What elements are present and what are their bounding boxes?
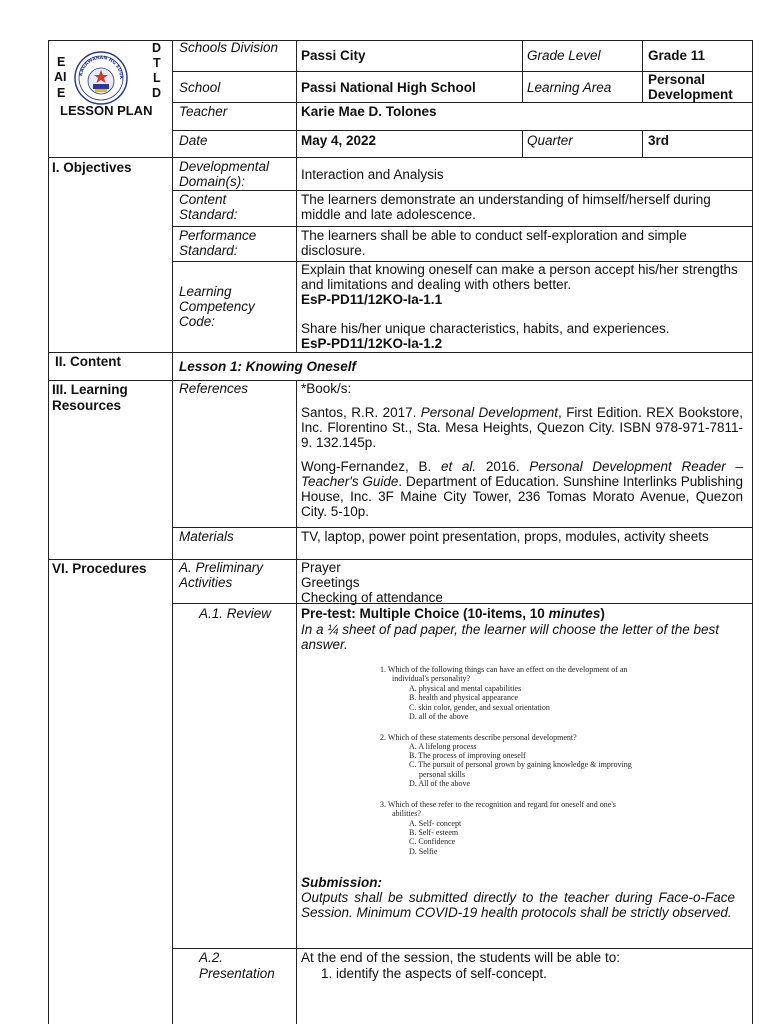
- question-2-choice-a: A. A lifelong process: [409, 742, 477, 751]
- schools-division-value: Passi City: [301, 48, 366, 63]
- learning-area-value: Personal Development: [648, 72, 733, 102]
- reference-1: [301, 405, 743, 450]
- deped-seal-logo: [74, 51, 128, 105]
- header-letter-e1: E: [57, 55, 66, 69]
- competency-1-code: EsP-PD11/12KO-Ia-1.1: [301, 292, 443, 307]
- question-1-choice-c: C. skin color, gender, and sexual orientation: [409, 703, 550, 712]
- materials-label: Materials: [179, 529, 234, 544]
- domain-label: Developmental Domain(s):: [179, 159, 270, 189]
- pretest-minutes: minutes: [548, 606, 601, 621]
- reference-2-pre: Wong-Fernandez, B.: [301, 459, 441, 474]
- school-label: School: [179, 80, 221, 95]
- books-label: *Book/s:: [301, 381, 352, 396]
- pretest-close: ): [600, 606, 605, 621]
- objectives-heading: I. Objectives: [52, 160, 132, 175]
- performance-standard-value: The learners shall be able to conduct self-exploration and simple disclosure.: [301, 228, 687, 258]
- question-1-choice-d: D. all of the above: [409, 712, 469, 721]
- question-3-line-1: 3. Which of these refer to the recognition and regard for oneself and one's: [380, 800, 616, 809]
- presentation-intro: At the end of the session, the students will be able to:: [301, 950, 620, 965]
- teacher-value: Karie Mae D. Tolones: [301, 104, 437, 119]
- reference-2-post: . Department of Education. Sunshine Interlinks Publishing House, Inc. 3F Maine City Tower, 236 Tomas Morato Avenue, Quezon City. 5-10p.: [301, 474, 744, 519]
- grade-level-label: Grade Level: [527, 48, 601, 63]
- quarter-value: 3rd: [648, 133, 670, 148]
- reference-2-etal: et al.: [440, 459, 477, 474]
- reference-1-title: Personal Development: [420, 405, 559, 420]
- header-letter-d1: D: [152, 41, 162, 55]
- presentation-label: Presentation: [199, 966, 275, 981]
- presentation-label-number: A.2.: [199, 950, 224, 965]
- domain-value: Interaction and Analysis: [301, 167, 444, 182]
- header-letter-e2: E: [57, 86, 66, 100]
- competency-label: Learning Competency Code:: [179, 284, 255, 329]
- grade-level-value: Grade 11: [648, 48, 706, 63]
- lesson-plan-title: LESSON PLAN: [60, 103, 153, 118]
- reference-1-pre: Santos, R.R. 2017.: [301, 405, 421, 420]
- content-standard-value: The learners demonstrate an understanding of himself/herself during middle and late adolescence.: [301, 192, 711, 222]
- content-heading: II. Content: [55, 354, 121, 369]
- preliminary-item-greetings: Greetings: [301, 575, 360, 590]
- question-3-choice-c: C. Confidence: [409, 837, 456, 846]
- question-3-choice-a: A. Self- concept: [409, 819, 462, 828]
- competency-2-code: EsP-PD11/12KO-Ia-1.2: [301, 336, 443, 351]
- competency-1-text: Explain that knowing oneself can make a person accept his/her strengths and limitations and dealing with others better.: [301, 262, 738, 292]
- pretest-title: [301, 606, 605, 621]
- schools-division-label: Schools Division: [179, 40, 279, 55]
- review-label: A.1. Review: [199, 606, 272, 621]
- question-2-choice-b: B. The process of improving oneself: [409, 751, 526, 760]
- question-3-choice-b: B. Self- esteem: [409, 828, 459, 837]
- school-value: Passi National High School: [301, 80, 476, 95]
- question-1-line-1: 1. Which of the following things can have an effect on the development of an: [380, 665, 628, 674]
- question-1-choice-b: B. health and physical appearance: [409, 693, 519, 702]
- procedures-heading: VI. Procedures: [52, 561, 147, 576]
- question-2-choice-c: C. The pursuit of personal grown by gaining knowledge & improving: [409, 760, 632, 769]
- lesson-title: Lesson 1: Knowing Oneself: [179, 359, 357, 374]
- header-letter-d2: D: [152, 86, 162, 100]
- submission-label: Submission:: [301, 875, 383, 890]
- question-2-choice-c-cont: personal skills: [409, 770, 465, 779]
- submission-text: Outputs shall be submitted directly to the teacher during Face-o-Face Session. Minimum COVID-19 health protocols shall be strictly observed.: [301, 890, 735, 920]
- date-label: Date: [179, 133, 208, 148]
- quarter-label: Quarter: [527, 133, 573, 148]
- reference-2: [301, 459, 743, 519]
- reference-1-post: , First Edition. REX Bookstore, Inc. Florentino St., Sta. Mesa Heights, Quezon City. ISBN 978-971-7811-9. 132.145p.: [301, 405, 743, 450]
- learning-resources-heading: III. Learning Resources: [52, 382, 128, 413]
- materials-value: TV, laptop, power point presentation, props, modules, activity sheets: [301, 529, 709, 544]
- question-3-line-2: abilities?: [392, 809, 421, 818]
- seal-text: KAGAWARAN NG EDUK: [79, 55, 124, 80]
- header-letter-t: T: [153, 56, 161, 70]
- reference-2-title: Personal Development Reader – Teacher's Guide: [301, 459, 743, 489]
- competency-2-text: Share his/her unique characteristics, habits, and experiences.: [301, 321, 670, 336]
- question-1-line-2: individual's personality?: [392, 674, 471, 683]
- header-letter-ai: AI: [54, 70, 67, 84]
- learning-area-label: Learning Area: [527, 80, 612, 95]
- teacher-label: Teacher: [179, 104, 228, 119]
- date-value: May 4, 2022: [301, 133, 377, 148]
- question-3-choice-d: D. Selfie: [409, 847, 438, 856]
- preliminary-item-prayer: Prayer: [301, 560, 341, 575]
- preliminary-label: A. Preliminary Activities: [179, 560, 264, 590]
- reference-2-mid: 2016.: [476, 459, 530, 474]
- question-2-choice-d: D. All of the above: [409, 779, 471, 788]
- question-2-line-1: 2. Which of these statements describe personal development?: [380, 733, 577, 742]
- question-1-choice-a: A. physical and mental capabilities: [409, 684, 522, 693]
- header-letter-l: L: [153, 71, 161, 85]
- content-standard-label: Content Standard:: [179, 192, 238, 222]
- presentation-item-1: 1. identify the aspects of self-concept.: [321, 966, 547, 981]
- preliminary-item-attendance: Checking of attendance: [301, 590, 443, 605]
- performance-standard-label: Performance Standard:: [179, 228, 257, 258]
- pretest-title-text: Pre-test: Multiple Choice (10-items, 10: [301, 606, 549, 621]
- references-label: References: [179, 381, 249, 396]
- pretest-instruction: In a ¼ sheet of pad paper, the learner will choose the letter of the best answer.: [301, 622, 720, 652]
